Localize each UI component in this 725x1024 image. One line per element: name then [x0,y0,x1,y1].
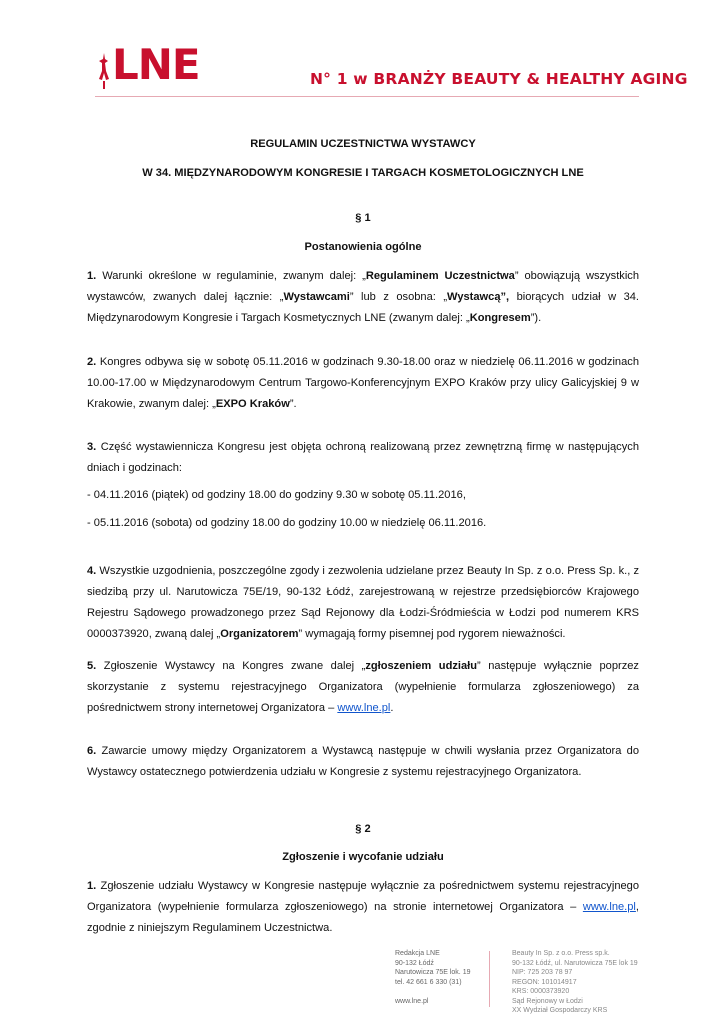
footer-line: 90-132 Łódź [395,959,434,967]
list-item: - 04.11.2016 (piątek) od godziny 18.00 do godziny 9.30 w sobotę 05.11.2016, [87,489,466,501]
footer-line: XX Wydział Gospodarczy KRS [512,1007,608,1014]
footer-editorial [395,949,485,1006]
logo-text: LNE [112,40,200,89]
tagline: N° 1 w BRANŻY BEAUTY & HEALTHY AGING [310,70,688,88]
footer-line: NIP: 725 203 78 97 [512,969,573,976]
doc-subtitle: W 34. MIĘDZYNARODOWYM KONGRESIE I TARGACH KOSMETOLOGICZNYCH LNE [142,167,584,179]
paragraph-7: 1. Zgłoszenie udziału Wystawcy w Kongresie następuje wyłącznie za pośrednictwem systemu rejestracyjnego Organizatora (wypełnienie formularza zgłoszeniowego) na stronie internetowej Organizatora – www.lne.pl, zgodnie z niniejszym Regulaminem Uczestnictwa. [87,880,639,934]
footer-divider [489,951,490,1007]
lne-logo [98,40,208,91]
paragraph-1: 1. Warunki określone w regulaminie, zwanym dalej: „Regulaminem Uczestnictwa” obowiązują wszystkich wystawców, zwanych dalej łącznie: „Wystawcami” lub z osobna: „Wystawcą”, biorących udział w 34. Międzynarodowym Kongresie i Targach Kosmetycznych LNE (zwanym dalej: „Kongresem”). [87,270,640,324]
section-2-mark: § 2 [355,823,371,835]
website-link[interactable]: www.lne.pl [337,702,391,714]
footer-line: 90-132 Łódź, ul. Narutowicza 75E lok 19 [512,959,638,967]
doc-title: REGULAMIN UCZESTNICTWA WYSTAWCY [250,138,476,150]
footer-line [395,987,485,997]
header-divider [95,96,639,97]
list-item: - 05.11.2016 (sobota) od godziny 18.00 do godziny 10.00 w niedzielę 06.11.2016. [87,517,487,529]
footer-line: REGON: 101014917 [512,978,577,986]
footer-line: Beauty In Sp. z o.o. Press sp.k. [512,950,610,957]
section-1-title: Postanowienia ogólne [304,241,422,253]
website-link[interactable]: www.lne.pl [582,901,636,913]
paragraph-3: 3. Część wystawiennicza Kongresu jest objęta ochroną realizowaną przez zewnętrzną firmę w następujących dniach i godzinach: [87,441,639,474]
footer-line: Narutowicza 75E lok. 19 [395,969,471,976]
section-2-title: Zgłoszenie i wycofanie udziału [282,851,444,863]
paragraph-6: 6. Zawarcie umowy między Organizatorem a Wystawcą następuje w chwili wysłania przez Organizatora do Wystawcy ostatecznego potwierdzenia udziału w Kongresie z systemu rejestracyjnego Organizatora. [87,745,639,778]
dancer-emblem-icon [98,53,110,89]
footer-line: Redakcja LNE [395,950,440,957]
section-1-mark: § 1 [355,212,371,224]
paragraph-2: 2. Kongres odbywa się w sobotę 05.11.2016 w godzinach 9.30-18.00 oraz w niedzielę 06.11.2016 w godzinach 10.00-17.00 w Międzynarodowym Centrum Targowo-Konferencyjnym EXPO Kraków przy ulicy Galicyjskiej 9 w Krakowie, zwanym dalej: „EXPO Kraków”. [87,356,639,410]
footer-website[interactable]: www.lne.pl [395,997,429,1005]
footer-company [512,949,642,1016]
footer-line: tel. 42 661 6 330 (31) [395,978,462,986]
paragraph-4: 4. Wszystkie uzgodnienia, poszczególne zgody i zezwolenia udzielane przez Beauty In Sp. z o.o. Press Sp. k., z siedzibą przy ul. Narutowicza 75E/19, 90-132 Łódź, zarejestrowaną w rejestrze przedsiębiorców Krajowego Rejestru Sądowego prowadzonego przez Sąd Rejonowy dla Łodzi-Śródmieścia w Łodzi pod numerem KRS 0000373920, zwaną dalej „Organizatorem” wymagają formy pisemnej pod rygorem nieważności. [87,565,639,640]
footer-line: Sąd Rejonowy w Łodzi [512,997,583,1005]
footer-line: KRS: 0000373920 [512,988,570,995]
paragraph-5: 5. Zgłoszenie Wystawcy na Kongres zwane dalej „zgłoszeniem udziału” następuje wyłącznie poprzez skorzystanie z systemu rejestracyjnego Organizatora (wypełnienie formularza zgłoszeniowego) za pośrednictwem strony internetowej Organizatora – www.lne.pl. [87,660,639,714]
